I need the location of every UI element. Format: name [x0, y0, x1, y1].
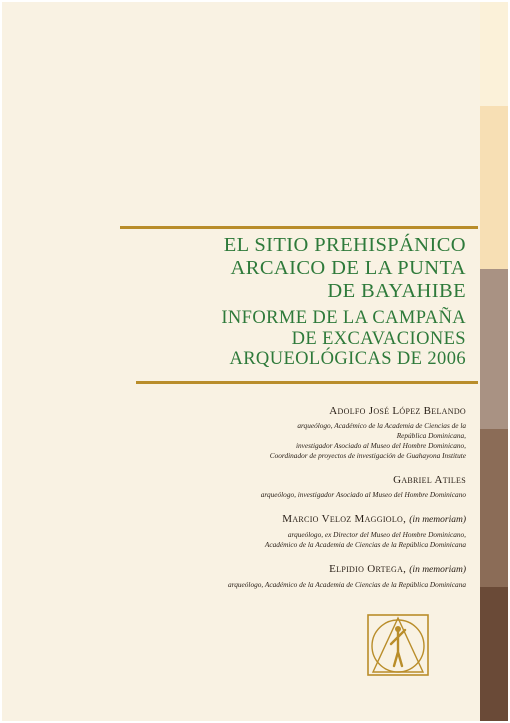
author-affiliation: República Dominicana, — [396, 431, 466, 440]
author-affiliation: arqueólogo, ex Director del Museo del Hombre Dominicano, — [287, 530, 466, 539]
author-entry — [228, 405, 466, 461]
main-title-line: DE BAYAHIBE — [327, 280, 466, 302]
stripe-3 — [480, 269, 508, 429]
color-stripe-bar — [480, 2, 508, 721]
author-entry — [228, 474, 466, 500]
author-name: Elpidio Ortega, (in memoriam) — [329, 563, 466, 575]
author-entry — [228, 513, 466, 550]
author-name: Marcio Veloz Maggiolo, (in memoriam) — [282, 513, 466, 525]
authors-list — [228, 405, 466, 603]
author-affiliation: Académico de la Academia de Ciencias de la República Dominicana — [264, 540, 466, 549]
stripe-5 — [480, 587, 508, 721]
author-name: Adolfo José López Belando — [329, 405, 466, 417]
subtitle-line: DE EXCAVACIONES — [291, 328, 466, 349]
author-affiliation: arqueólogo, Académico de la Academia de Ciencias de la República Dominicana — [228, 580, 466, 589]
vitruvian-figure-emblem-icon — [367, 614, 429, 676]
main-title-line: EL SITIO PREHISPÁNICO — [223, 234, 466, 256]
in-memoriam-note: (in memoriam) — [409, 515, 466, 525]
author-affiliation: investigador Asociado al Museo del Hombre Dominicano, — [295, 441, 466, 450]
subtitle — [221, 308, 466, 370]
author-affiliation: arqueólogo, investigador Asociado al Museo del Hombre Dominicano — [260, 490, 466, 499]
author-affiliation: Coordinador de proyectos de investigación de Guahayona Institute — [269, 451, 466, 460]
main-title — [221, 234, 466, 303]
stripe-2 — [480, 106, 508, 269]
author-affiliation: arqueólogo, Académico de la Academia de Ciencias de la — [297, 421, 466, 430]
subtitle-line: ARQUEOLÓGICAS DE 2006 — [229, 349, 466, 369]
title-block — [221, 234, 466, 370]
top-gold-rule — [120, 226, 478, 229]
subtitle-line: INFORME DE LA CAMPAÑA — [221, 308, 466, 328]
in-memoriam-note: (in memoriam) — [409, 565, 466, 575]
bottom-gold-rule — [136, 381, 478, 384]
author-name: Gabriel Atiles — [393, 474, 466, 486]
stripe-4 — [480, 429, 508, 587]
author-entry — [228, 563, 466, 590]
main-title-line: ARCAICO DE LA PUNTA — [230, 257, 466, 279]
stripe-1 — [480, 2, 508, 106]
